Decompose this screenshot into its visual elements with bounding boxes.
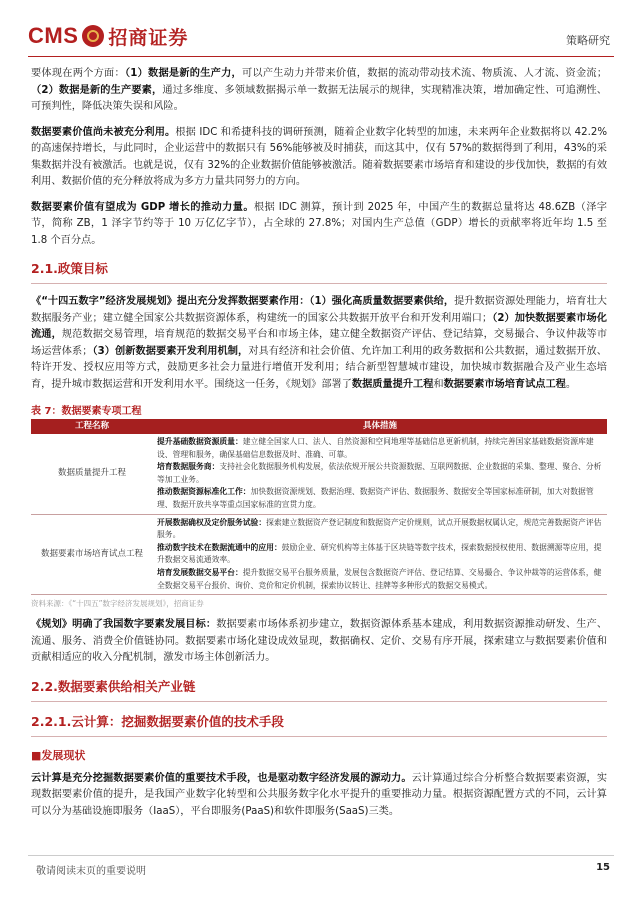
measure-item: 推动数据资源标准化工作：加快数据资源规划、数据治理、数据资产评估、数据服务、数据安全等国家标准研制，加大对数据管理、数据开放共享等重点国家标准的宣贯力度。	[157, 487, 594, 509]
measure-item: 推动数字技术在数据流通中的应用：鼓励企业、研究机构等主体基于区块链等数字技术，探索数据授权使用、数据溯源等应用，提升数据交易流通效率。	[157, 542, 602, 565]
section-heading-2-2-1: 2.2.1.云计算：挖掘数据要素价值的技术手段	[31, 713, 284, 729]
table-header-measures: 具体措施	[153, 419, 607, 434]
company-logo	[28, 18, 188, 54]
measure-item: 培育发展数据交易平台：提升数据交易平台服务质量，发展包含数据资产评估、登记结算、交易撮合、争议仲裁等的运营体系，健全数据交易平台报价、询价、竞价和定价机制，探索协议转让、挂牌等多种形式的数据交易模式。	[157, 567, 602, 590]
table-title: 表 7：数据要素专项工程	[31, 406, 142, 417]
table-cell-measures	[153, 514, 607, 595]
logo-cms-text: CMS	[28, 23, 79, 48]
paragraph-3: 数据要素价值有望成为 GDP 增长的推动力量。根据 IDC 测算，预计到 2025 年，中国产生的数据总量将达 48.6ZB（泽字节，简称 ZB，1 泽字节约等于 10 万亿亿字节），占全球的 27.8%；对国内生产总值（GDP）增长的贡献率将近年均 1.5 至 1.8 个百分点。	[31, 201, 607, 246]
paragraph-1: 要体现在两个方面：（1）数据是新的生产力，可以产生动力并带来价值，数据的流动带动技术流、物质流、人才流、资金流；（2）数据是新的生产要素，通过多维度、多领域数据揭示单一数据无法展示的规律，实现精准决策，增加确定性、可追溯性、可预判性，降低决策失误和风险。	[31, 68, 608, 112]
data-element-project-table	[31, 419, 607, 595]
paragraph-5: 《规划》明确了我国数字要素发展目标：数据要素市场体系初步建立，数据资源体系基本建成，利用数据资源推动研发、生产、流通、服务、消费全价值链协同。数据要素市场化建设成效显现，数据确权、定价、交易有序开展，探索建立与数据要素价值和贡献相适应的收入分配机制，激发市场主体创新活力。	[31, 619, 608, 664]
logo-emblem-icon	[82, 25, 104, 47]
section-heading-2-2: 2.2.数据要素供给相关产业链	[31, 678, 196, 694]
page-number: 15	[596, 862, 610, 873]
section-divider	[31, 736, 607, 737]
section-divider	[31, 283, 607, 284]
table-source: 资料来源：《“十四五”数字经济发展规划》，招商证券	[31, 599, 204, 609]
sub-heading-status: ■发展现状	[31, 748, 86, 762]
page-header	[28, 18, 614, 54]
paragraph-6: 云计算是充分挖掘数据要素价值的重要技术手段，也是驱动数字经济发展的源动力。云计算通过综合分析整合数据要素资源，实现数据要素价值的提升，是我国产业数字化转型和公共服务数字化水平提升的重要推动力量。根据资源配置方式的不同，云计算可以分为基础设施即服务（IaaS），平台即服务(PaaS)和软件即服务(SaaS)三类。	[31, 772, 608, 817]
section-divider	[31, 701, 607, 702]
measure-item: 提升基础数据资源质量：建立健全国家人口、法人、自然资源和空间地理等基础信息更新机制，持续完善国家基础数据资源库建设、管理和服务，确保基础信息数据及时、准确、可靠。	[157, 437, 594, 459]
header-rule	[28, 56, 614, 57]
section-heading-2-1: 2.1.政策目标	[31, 261, 108, 276]
footer-rule	[28, 855, 614, 856]
measure-item: 开展数据确权及定价服务试验：探索建立数据资产登记制度和数据资产定价规则，试点开展数据权属认定，规范完善数据资产评估服务。	[157, 517, 602, 540]
table-cell-project-name: 数据要素市场培育试点工程	[31, 514, 153, 595]
paragraph-2: 数据要素价值尚未被充分利用。根据 IDC 和希捷科技的调研预测，随着企业数字化转型的加速，未来两年企业数据将以 42.2%的高速保持增长，与此同时，企业运营中的数据只有 56%能够被及时捕获，而这其中，仅有 57%的数据得到了利用，43%的采集数据并没有被激活。也就是说，仅有 32%的企业数据价值能够被激活。随着数据要素市场培育和建设的步伐加快，数据的有效利用、数据价值的充分释放将成为多方力量共同努力的方向。	[31, 126, 608, 187]
footer-disclaimer: 敬请阅读末页的重要说明	[36, 866, 146, 877]
measure-item: 培育数据服务商：支持社会化数据服务机构发展，依法依规开展公共资源数据、互联网数据、企业数据的采集、整理、聚合、分析等加工业务。	[157, 462, 602, 484]
paragraph-4: 《“十四五数字”经济发展规划》提出充分发挥数据要素作用：（1）强化高质量数据要素供给，提升数据资源处理能力，培育壮大数据服务产业；建立健全国家公共数据资源体系，构建统一的国家公共数据开放平台和开发利用端口；（2）加快数据要素市场化流通，规范数据交易管理，培育规范的数据交易平台和市场主体，建立健全数据资产评估、登记结算，交易撮合、争议仲裁等市场运营体系；（3）创新数据要素开发利用机制，对具有经济和社会价值、允许加工利用的政务数据和公共数据，通过数据开放、特许开发、授权应用等方式，鼓励更多社会力量进行增值开发利用；结合新型智慧城市建设，加快城市数据融合及产业生态培育，提升城市数据运营和开发利用水平。围绕这一任务，《规划》部署了数据质量提升工程和数据要素市场培育试点工程。	[31, 296, 608, 390]
table-cell-measures	[153, 434, 607, 514]
table-cell-project-name: 数据质量提升工程	[31, 434, 153, 514]
table-row	[31, 514, 607, 595]
table-row	[31, 434, 607, 514]
section-label: 策略研究	[566, 34, 610, 47]
main-content	[31, 66, 607, 829]
logo-cn-text: 招商证券	[108, 26, 189, 49]
table-header-name: 工程名称	[31, 419, 153, 434]
